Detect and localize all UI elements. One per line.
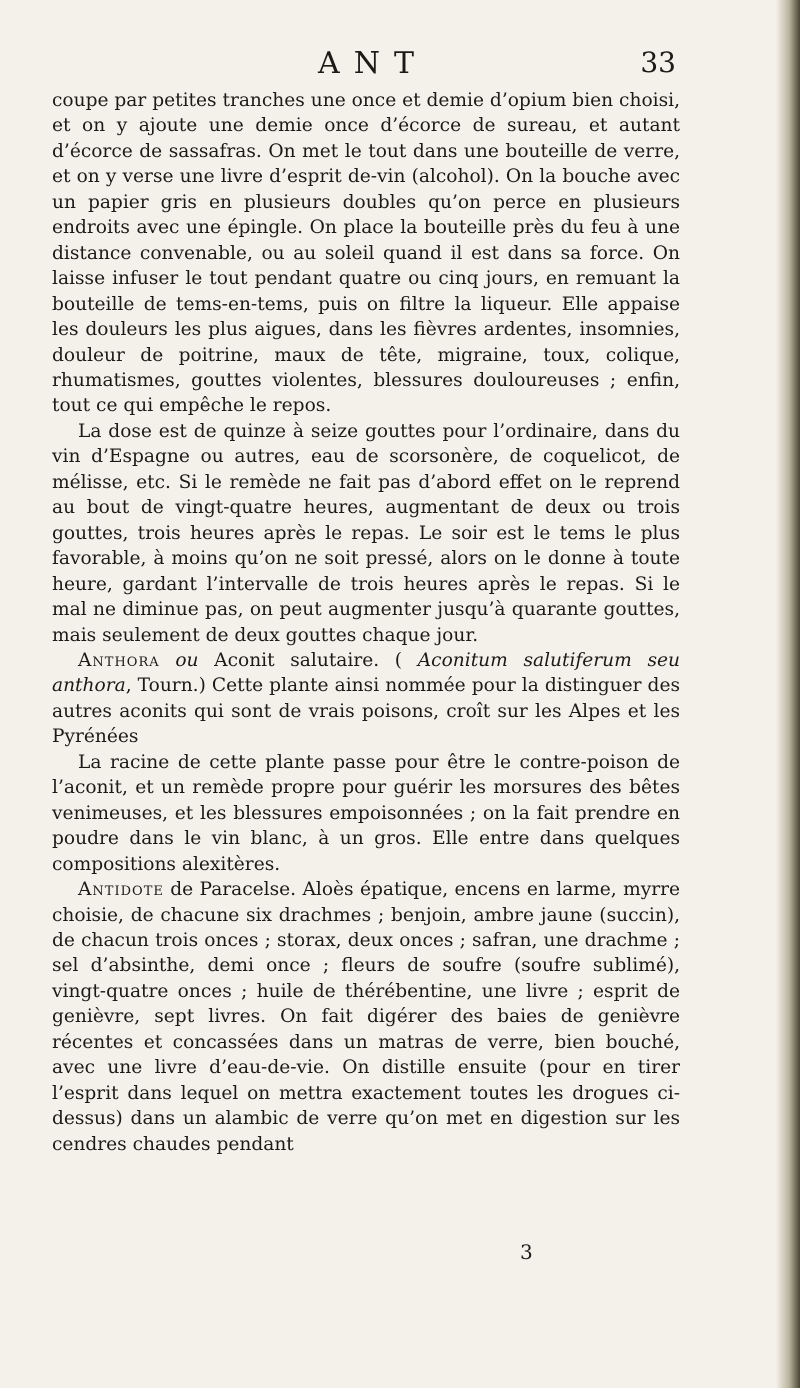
entry-antidote-text: de Paracelse. Aloès épatique, encens en larme, myrre choisie, de chacune six drachmes ; benjoin, ambre jaune (succin), de chacun trois onces ; storax, deux onces ; safran, une drachme ; sel d’absinthe, demi once ; fleurs de soufre (soufre sublimé), vingt-quatre onces ; huile de thérébentine, une livre ; esprit de genièvre, sept livres. On fait digérer des baies de genièvre récentes et concassées dans un matras de verre, bien bouché, avec une livre d’eau-de-vie. On distille ensuite (pour en tirer l’esprit dans lequel on mettra exactement toutes les drogues ci-dessus) dans un alambic de verre qu’on met en digestion sur les cendres chaudes pendant (52, 879, 680, 1155)
entry-anthora-latin: Aconitum salutiferum seu anthora (52, 649, 680, 697)
entry-anthora-text: , Tourn.) Cette plante ainsi nommée pour la distinguer des autres aconits qui sont de vrais poisons, croît sur les Alpes et les Pyrénées (52, 675, 680, 748)
headword-antidote: Antidote (78, 879, 164, 901)
entry-anthora-lead: Aconit salutaire. ( (198, 649, 403, 671)
page-header (70, 46, 676, 82)
headword-anthora: Anthora (78, 649, 160, 671)
signature-mark: 3 (520, 1240, 533, 1264)
paragraph-1: coupe par petites tranches une once et demie d’opium bien choisi, et on y ajoute une demie once d’écorce de sureau, et autant d’écorce de sassafras. On met le tout dans une bouteille de verre, et on y verse une livre d’esprit de-vin (alcohol). On la bouche avec un papier gris en plusieurs doubles qu’on perce en plusieurs endroits avec une épingle. On place la bouteille près du feu à une distance convenable, ou au soleil quand il est dans sa force. On laisse infuser le tout pendant quatre ou cinq jours, en remuant la bouteille de tems-en-tems, puis on filtre la liqueur. Elle appaise les douleurs les plus aigues, dans les fièvres ardentes, insomnies, douleur de poitrine, maux de tête, migraine, toux, colique, rhumatismes, gouttes violentes, blessures douloureuses ; enfin, tout ce qui empêche le repos. (52, 90, 680, 417)
paragraph-4: La racine de cette plante passe pour être le contre-poison de l’aconit, et un remède propre pour guérir les morsures des bêtes venimeuses, et les blessures empoisonnées ; on la fait prendre en poudre dans le vin blanc, à un gros. Elle entre dans quelques compositions alexitères. (52, 751, 680, 875)
paragraph-2: La dose est de quinze à seize gouttes pour l’ordinaire, dans du vin d’Espagne ou autres, eau de scorsonère, de coquelicot, de mélisse, etc. Si le remède ne fait pas d’abord effet on le reprend au bout de vingt-quatre heures, augmentant de deux ou trois gouttes, trois heures après le repas. Le soir est le tems le plus favorable, à moins qu’on ne soit pressé, alors on le donne à toute heure, gardant l’intervalle de trois heures après le repas. Si le mal ne diminue pas, on peut augmenter jusqu’à quarante gouttes, mais seulement de deux gouttes chaque jour. (52, 420, 680, 646)
page-number: 33 (640, 46, 676, 79)
entry-anthora (52, 648, 680, 750)
body-text (52, 88, 680, 1157)
running-head: ANT (318, 46, 428, 81)
page-edge-shadow (776, 0, 800, 1388)
entry-antidote (52, 877, 680, 1157)
entry-anthora-ou: ou (175, 649, 199, 671)
